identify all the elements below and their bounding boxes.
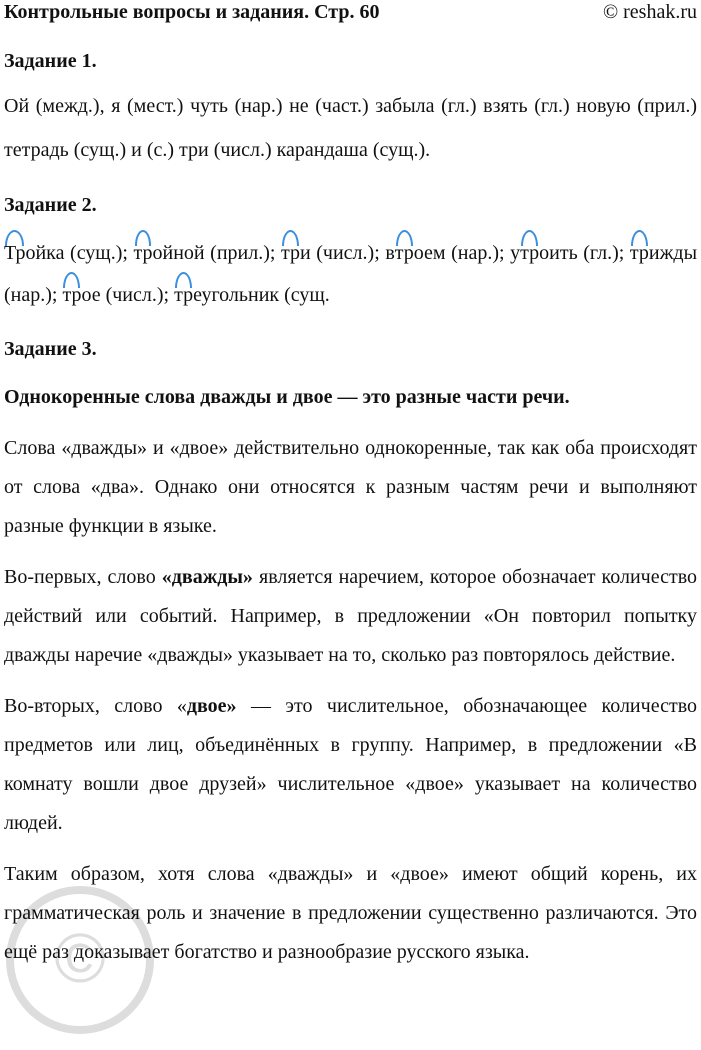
bold-word: двое» <box>186 695 237 717</box>
task1-text: Ой (межд.), я (мест.) чуть (нар.) не (част.) забыла (гл.) взять (гл.) новую (прил.) тетрадь (сущ.) и (с.) три (числ.) карандаша (сущ.). <box>4 95 697 161</box>
word-with-root: три <box>281 242 311 264</box>
text: является наречием, которое обозначает количество действий или событий. Например, в предложении «Он повторил попытку дважды наречие «дважды» указывает на то, сколько раз повторялось действие. <box>4 566 697 666</box>
task1-heading: Задание 1. <box>4 50 97 72</box>
task3-heading: Задание 3. <box>4 338 97 360</box>
text: Во-вторых, слово « <box>4 695 187 717</box>
bold-word: «дважды» <box>161 566 253 588</box>
page-header <box>4 0 697 28</box>
word-with-root: Тройка <box>4 242 65 264</box>
root-arc-mark: тр <box>62 284 82 306</box>
root-arc-mark: тр <box>281 242 300 264</box>
page-title: Контрольные вопросы и задания. Стр. 60 <box>4 1 380 23</box>
word-with-root: треугольник <box>174 284 280 306</box>
word-with-root: тройной <box>133 242 205 264</box>
paragraph-1: Слова «дважды» и «двое» действительно однокоренные, так как оба происходят от слова «два». Однако они относятся к разным частям речи и выполняют разные функции в языке. <box>4 437 697 537</box>
task3-subtitle: Однокоренные слова дважды и двое — это разные части речи. <box>4 386 570 408</box>
word-with-root: утроить <box>510 242 578 264</box>
root-arc-mark: тр <box>133 242 153 264</box>
text: — это числительное, обозначающее количество предметов или лиц, объединённых в группу. Например, в предложении «В комнату вошли двое друзей» числительное «двое» указывает на количество людей. <box>4 695 697 834</box>
root-arc-mark: тр <box>394 242 414 264</box>
task2-heading: Задание 2. <box>4 194 97 216</box>
task2-text: Тройка (сущ.); тройной (прил.); три (числ.); втроем (нар.); утроить (гл.); трижды (нар.); трое (числ.); треугольник (сущ. <box>4 242 698 306</box>
paragraph-4: Таким образом, хотя слова «дважды» и «двое» имеют общий корень, их грамматическая роль и значение в предложении существенно различаются. Это ещё раз доказывает богатство и разнообразие русского языка. <box>4 863 697 963</box>
text: Во-первых, слово <box>4 566 162 588</box>
word-with-root: втроем <box>385 242 446 264</box>
root-arc-mark: тр <box>629 242 649 264</box>
paragraph-3 <box>4 687 697 843</box>
word-with-root: трое <box>62 284 101 306</box>
root-arc-mark: тр <box>174 284 194 306</box>
word-with-root: трижды <box>629 242 698 264</box>
paragraph-2 <box>4 558 697 675</box>
watermark-logo <box>0 870 170 1050</box>
root-arc-mark: тр <box>520 242 540 264</box>
root-arc-mark: Тр <box>4 242 26 264</box>
svg-text:©: © <box>54 919 106 997</box>
site-label: © reshak.ru <box>602 1 697 23</box>
